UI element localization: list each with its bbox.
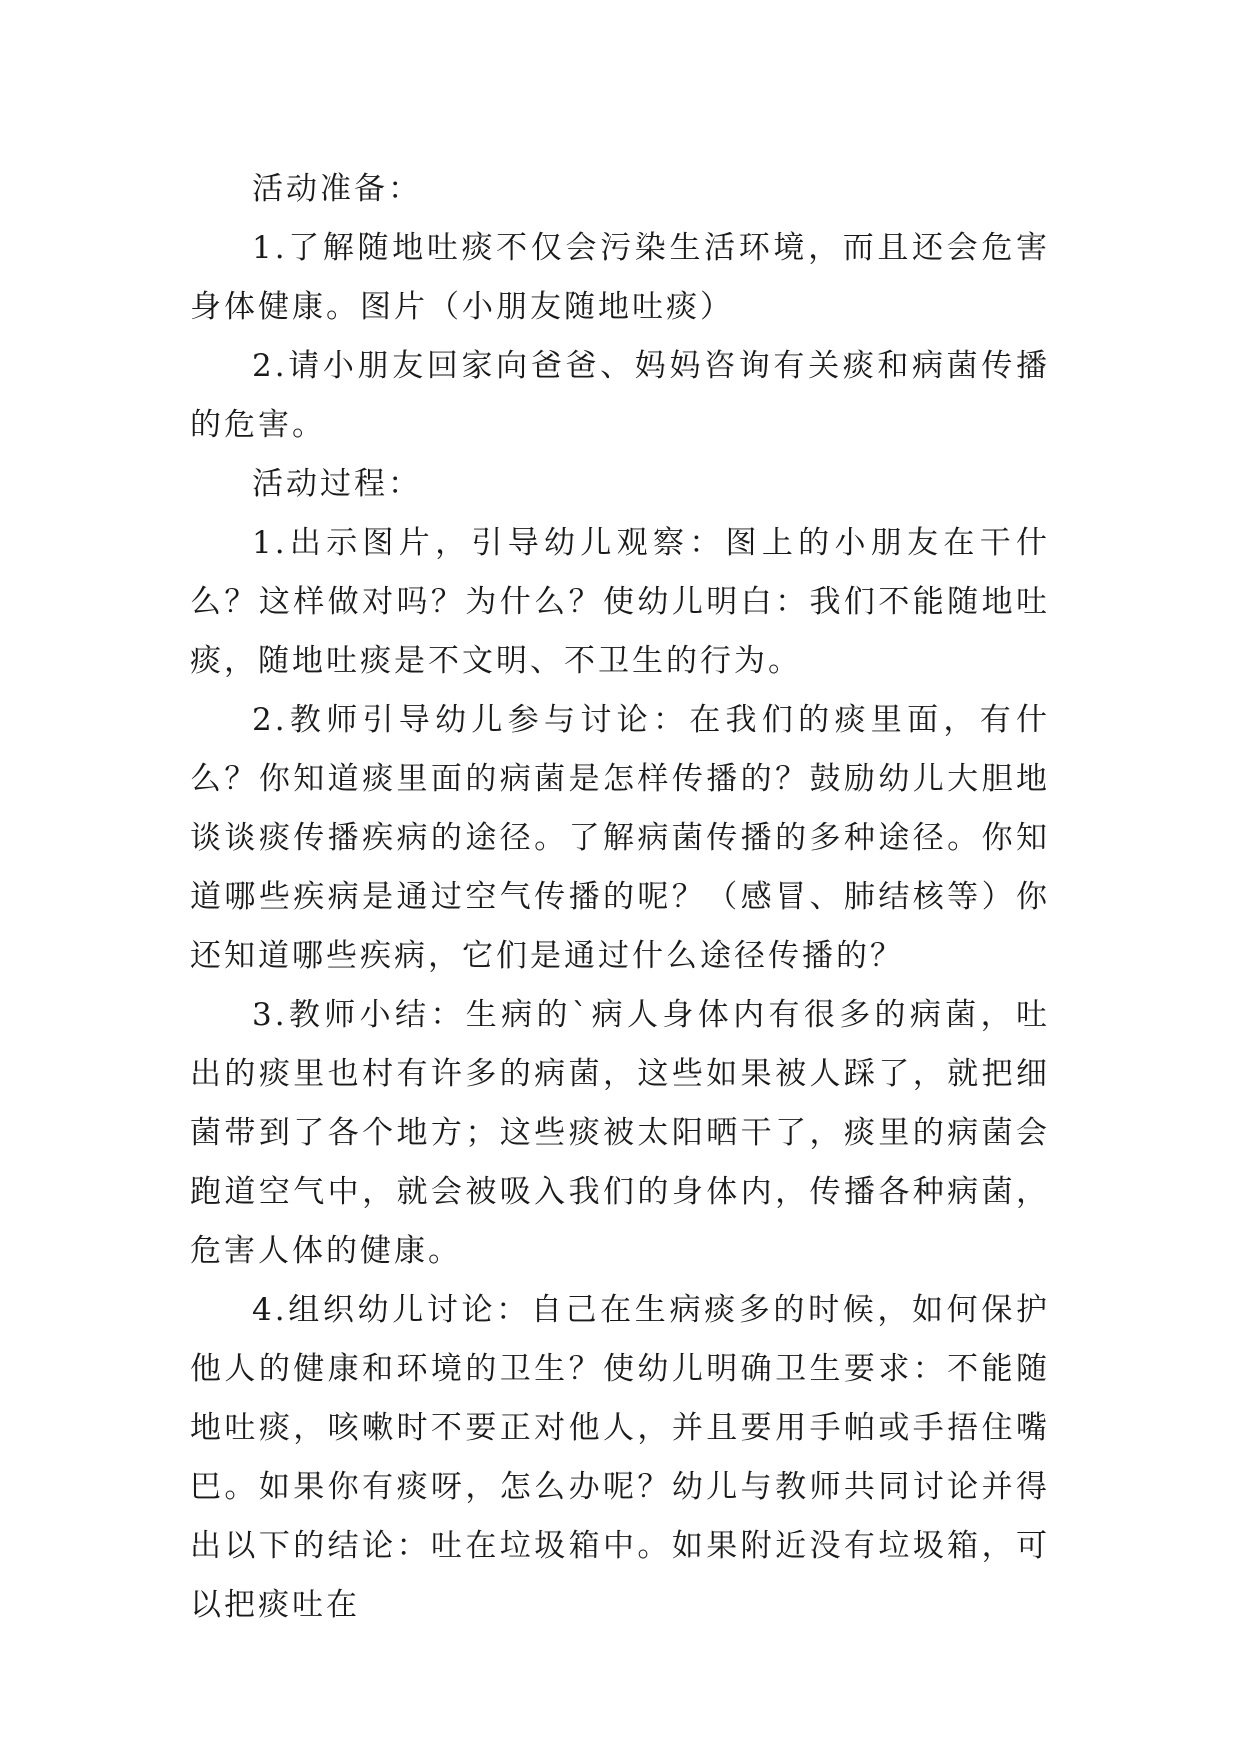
process-item-1: 1.出示图片，引导幼儿观察：图上的小朋友在干什么？这样做对吗？为什么？使幼儿明白：我们不能随地吐痰，随地吐痰是不文明、不卫生的行为。	[190, 525, 1050, 679]
process-item-4: 4.组织幼儿讨论：自己在生病痰多的时候，如何保护他人的健康和环境的卫生？使幼儿明确卫生要求：不能随地吐痰，咳嗽时不要正对他人，并且要用手帕或手捂住嘴巴。如果你有痰呀，怎么办呢？幼儿与教师共同讨论并得出以下的结论：吐在垃圾箱中。如果附近没有垃圾箱，可以把痰吐在	[190, 1292, 1050, 1623]
process-item-2: 2.教师引导幼儿参与讨论：在我们的痰里面，有什么？你知道痰里面的病菌是怎样传播的？鼓励幼儿大胆地谈谈痰传播疾病的途径。了解病菌传播的多种途径。你知道哪些疾病是通过空气传播的呢？（感冒、肺结核等）你还知道哪些疾病，它们是通过什么途径传播的？	[190, 702, 1050, 974]
prep-item-1: 1.了解随地吐痰不仅会污染生活环境，而且还会危害身体健康。图片（小朋友随地吐痰）	[190, 230, 1050, 325]
process-item-3: 3.教师小结：生病的`病人身体内有很多的病菌，吐出的痰里也村有许多的病菌，这些如果被人踩了，就把细菌带到了各个地方；这些痰被太阳晒干了，痰里的病菌会跑道空气中，就会被吸入我们的身体内，传播各种病菌，危害人体的健康。	[190, 997, 1050, 1269]
section-heading-process: 活动过程：	[252, 466, 422, 502]
prep-item-2: 2.请小朋友回家向爸爸、妈妈咨询有关痰和病菌传播的危害。	[190, 348, 1050, 443]
section-heading-preparation: 活动准备：	[252, 171, 422, 207]
document-body	[190, 160, 1050, 1635]
